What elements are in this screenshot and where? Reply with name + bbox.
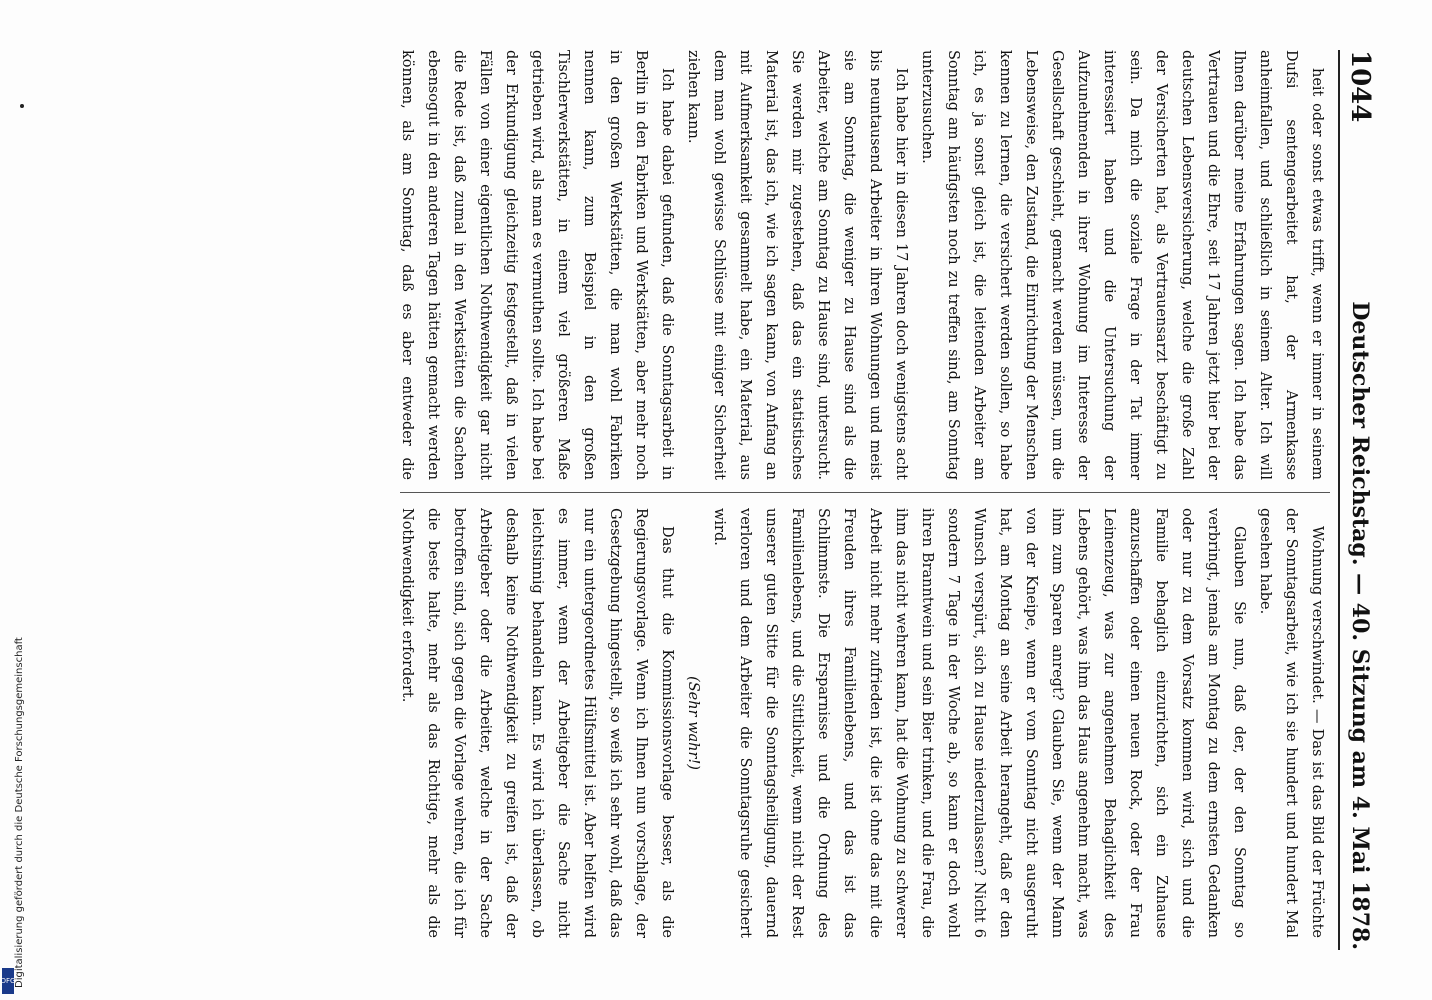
paragraph: Ich habe dabei gefunden, daß die Sonntagsarbeit in Berlin in den Fabriken und Werkstätten, aber mehr noch in den großen Werkstätten, die man wohl Fabriken nennen kann, zum Beispiel in den großen Tischlerwerkstätten, in einem viel größeren Maße getrieben wird, als man es vermuthen sollte. Ich habe bei der Erkundigung gleichzeitig festgestellt, daß in vielen Fällen von einer eigentlichen Nothwendigkeit gar nicht die Rede ist, daß zumal in den Werkstätten die Sachen ebensogut in den anderen Tagen hätten gemacht werden können, als am Sonntag, daß es aber entweder die [399, 50, 675, 480]
left-column [390, 50, 1330, 480]
dfg-logo: DFG [2, 968, 14, 994]
page-title: Deutscher Reichstag. — 40. Sitzung am 4. Mai 1878. [1347, 301, 1373, 950]
paragraph: Wohnung verschwindet. — Das ist das Bild der Früchte der Sonntagsarbeit, wie ich sie hundert und hundert Mal gesehen habe. [1257, 508, 1325, 938]
column-divider [400, 492, 1330, 493]
credit-text: Digitalisierung gefördert durch die Deutsche Forschungsgemeinschaft [14, 637, 25, 988]
interjection: (Sehr wahr!) [685, 676, 701, 770]
margin-dot [20, 104, 24, 108]
right-column [390, 508, 1330, 938]
paragraph: Ich habe hier in diesen 17 Jahren doch wenigstens acht bis neuntausend Arbeiter in ihren Wohnungen und meist sie am Sonntag, die weniger zu Hause sind als die Arbeiter, welche am Sonntag zu Hause sind, untersucht. Sie werden mir zugestehen, daß das ein statistisches Material ist, das ich, wie ich sagen kann, von Anfang an mit Aufmerksamkeit gesammelt habe, ein Material, aus dem man wohl gewisse Schlüsse mit einiger Sicherheit ziehen kann. [685, 50, 909, 480]
page-header [1338, 50, 1380, 950]
rotated-content [110, 30, 1390, 970]
paragraph: heit oder sonst etwas trifft, wenn er immer in seinem Dufsi sentengearbeitet hat, der Armenkasse anheimfallen, und schließlich in seinem Alter. Ich will Ihnen darüber meine Erfahrungen sagen. Ich habe das Vertrauen und die Ehre, seit 17 Jahren jetzt hier bei der deutschen Lebensversicherung, welche die große Zahl der Versicherten hat, als Vertrauensarzt beschäftigt zu sein. Da mich die soziale Frage in der Tat immer interessiert haben und die Untersuchung der Aufzunehmenden in ihrer Wohnung im Interesse der Gesellschaft geschieht, gemacht werden müssen, um die Lebensweise, den Zustand, die Einrichtung der Menschen kennen zu lernen, die versichert werden sollen, so habe ich, es ja sonst gleich ist, die leitenden Arbeiter am Sonntag am häufigsten noch zu treffen sind, am Sonntag unterzusuchen. [919, 50, 1325, 480]
paragraph: Glauben Sie nun, daß der, der den Sonntag so verbringt, jemals am Montag zu dem ernsten Gedanken oder nur zu dem Vorsatz kommen wird, sich und die Familie behaglich einzurichten, sich ein Zuhause anzuschaffen oder einen neuen Rock, oder der Frau Leinenzeug, was zur angenehmen Behaglichkeit des Lebens gehört, was ihm das Haus angenehm macht, was ihm zum Sparen anregt? Glauben Sie, wenn der Mann von der Kneipe, wenn er vom Sonntag nicht ausgeruht hat, am Montag an seine Arbeit herangeht, daß er den Wunsch verspürt, sich zu Hause niederzulassen? Nicht 6 sondern 7 Tage in der Woche ab, so kann er doch wohl ihren Branntwein und sein Bier trinken, und die Frau, die ihm das nicht wehren kann, hat die Wohnung zu schwerer Arbeit nicht mehr zufrieden ist, die ist ohne das mit die Freuden ihres Familienlebens, und das ist das Schlimmste. Die Ersparnisse und die Ordnung des Familienlebens, und die Sittlichkeit, wenn nicht der Rest unserer guten Sitte für die Sonntagsheiligung, dauernd verloren und dem Arbeiter die Sonntagsruhe gesichert wird. [711, 508, 1247, 938]
digitization-credit [2, 600, 25, 990]
paragraph [390, 508, 394, 938]
page-number: 1044 [1345, 50, 1375, 123]
paragraph: Das thut die Kommissionsvorlage besser, als die Regierungsvorlage. Wenn ich Ihnen nun vorschlage, der Gesetzgebung hingestellt, so weiß ich sehr wohl, daß das nur ein untergeordnetes Hülfsmittel ist. Aber helfen wird es immer, wenn der Arbeitgeber die Sache nicht leichtsinnig behandeln kann. Es wird ich überlassen, ob deshalb keine Nothwendigkeit zu greifen ist, daß der Arbeitgeber oder die Arbeiter, welche in der Sache betroffen sind, sich gegen die Vorlage wehren, die ich für die beste halte, mehr als das Richtige, mehr als die Nothwendigkeit erfordert. [399, 508, 675, 938]
